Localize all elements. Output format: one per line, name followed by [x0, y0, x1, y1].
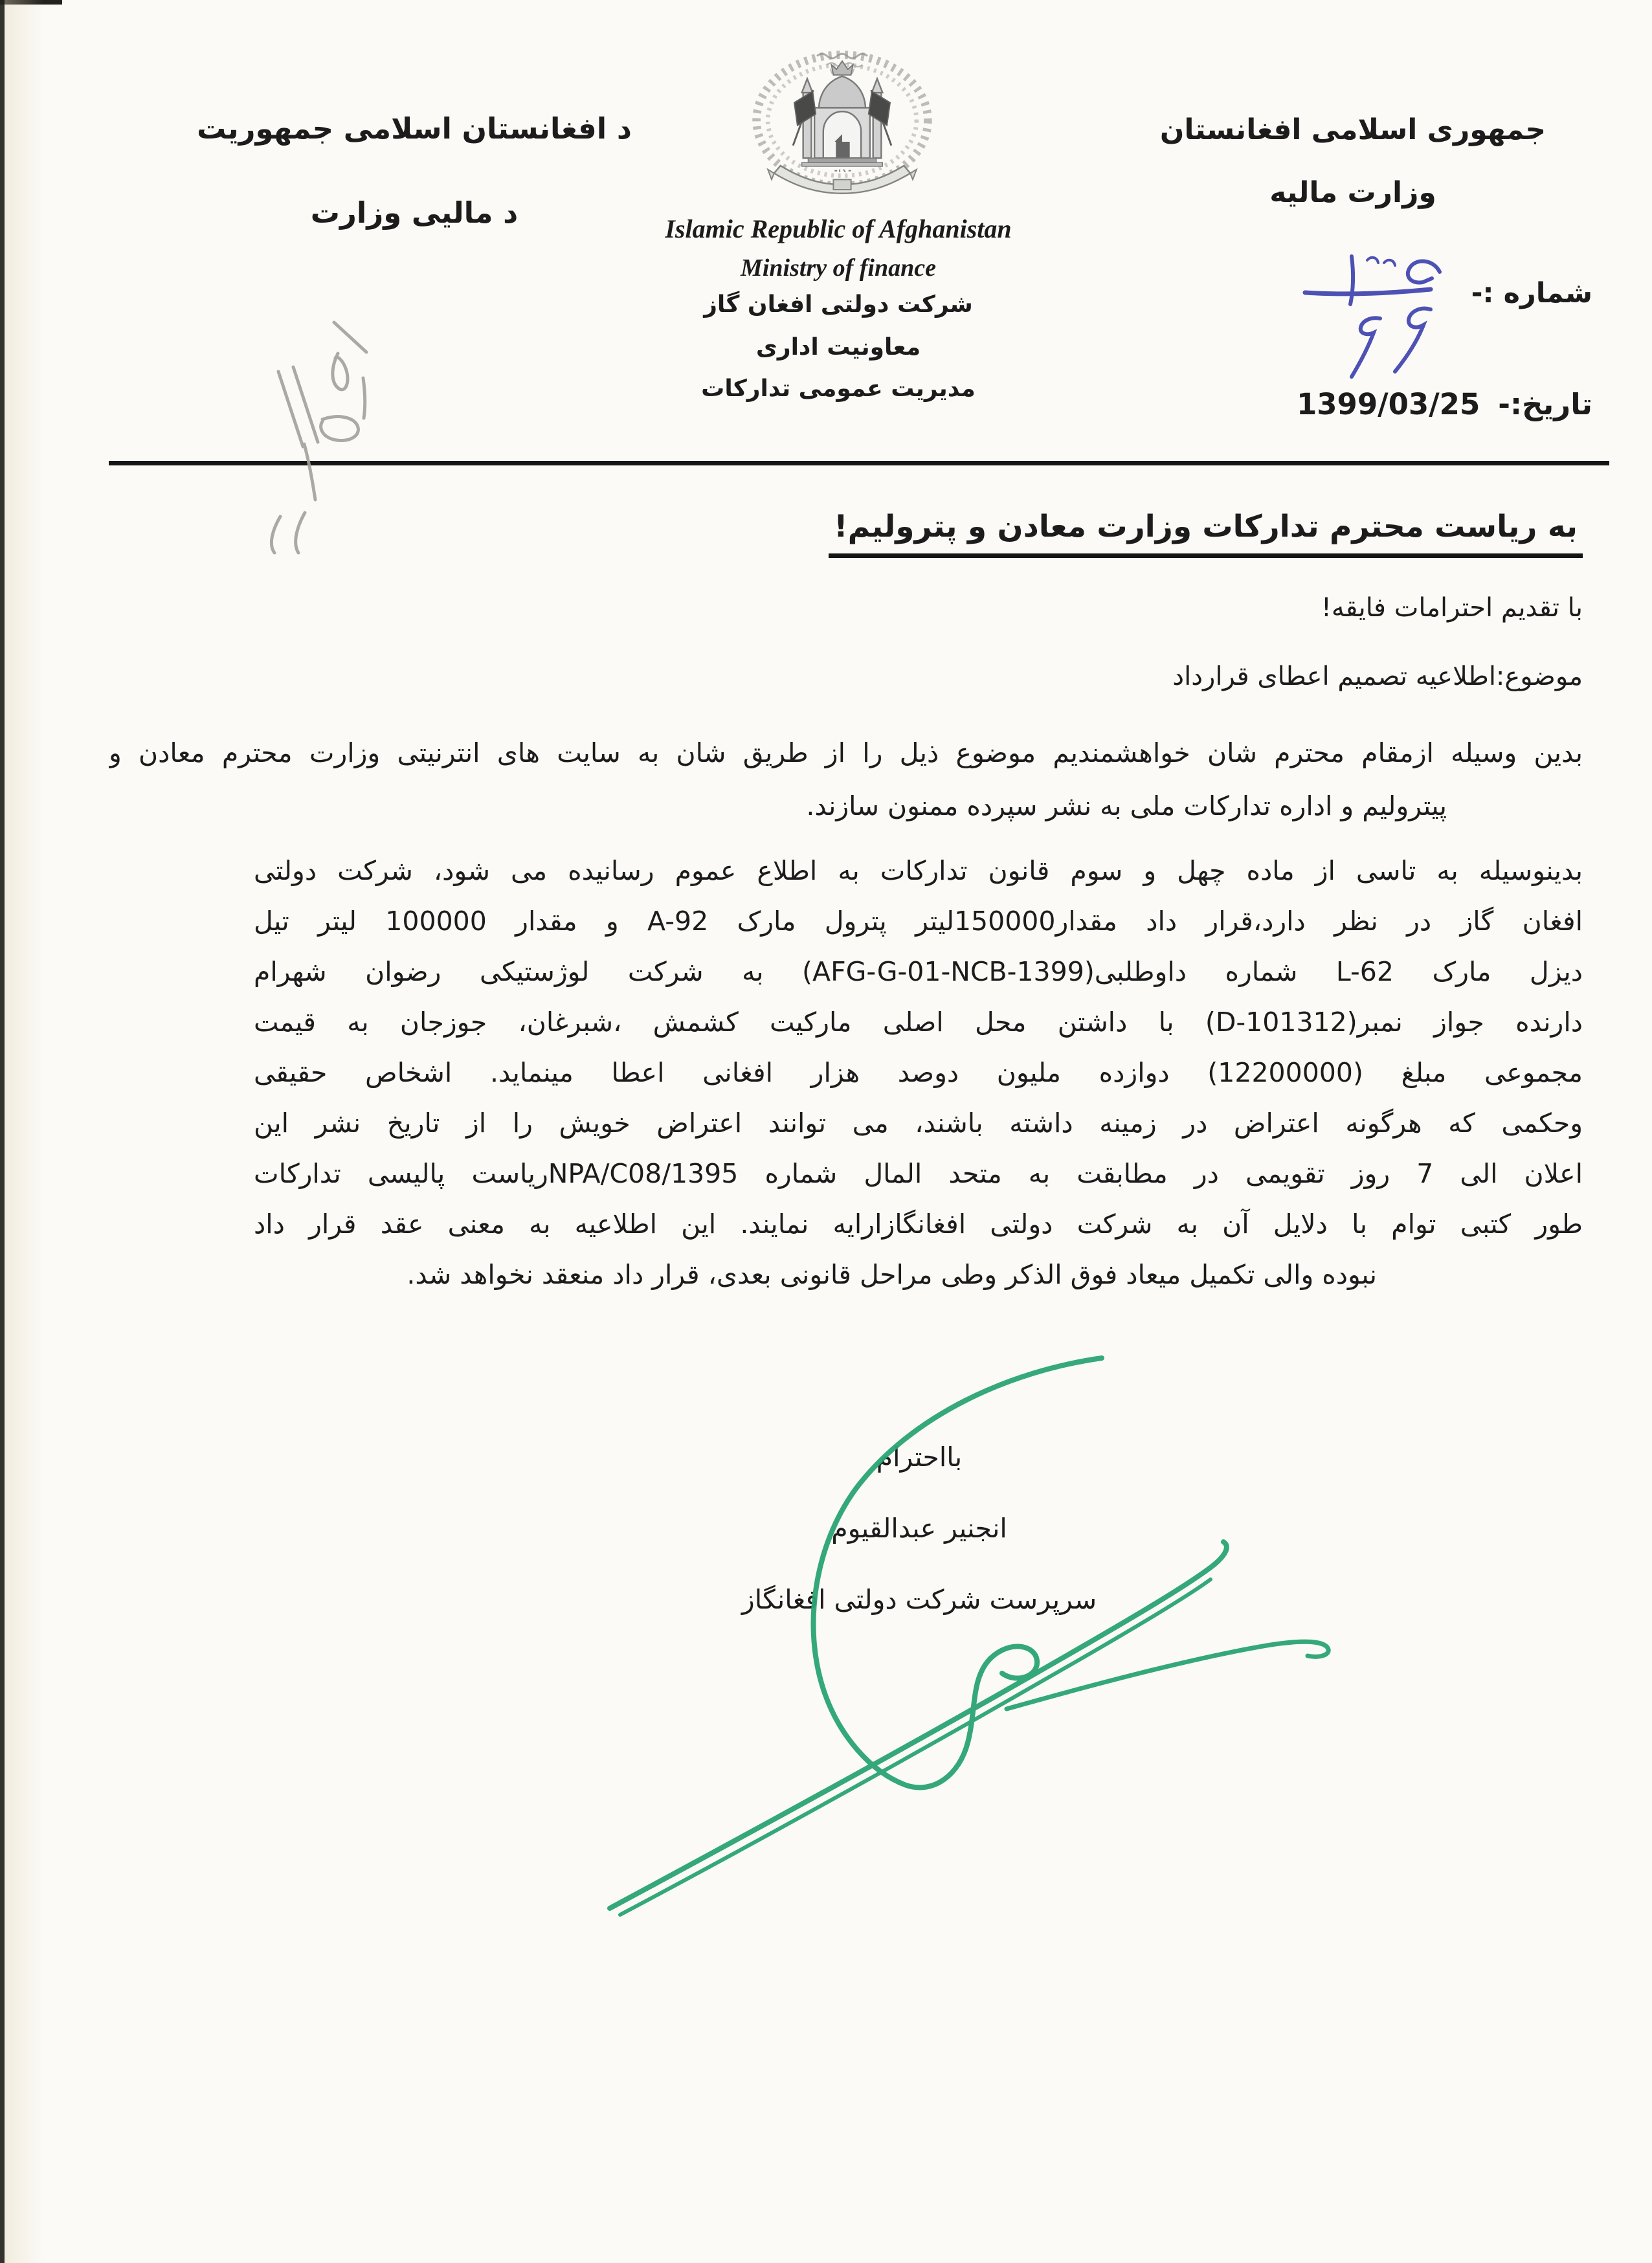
- scan-shading: [5, 0, 43, 2263]
- header-divider-rule: [109, 461, 1609, 465]
- signatory-title: سرپرست شرکت دولتی افغانگاز: [741, 1584, 1097, 1615]
- intro-paragraph: [109, 726, 1583, 832]
- scan-edge-left: [0, 0, 5, 2263]
- body-line: دیزل مارک L-62 شماره داوطلبی(AFG-G-01-NCB-1399) به شرکت لوژستیکی رضوان شهرام: [254, 956, 1583, 987]
- body-line: مجموعی مبلغ (12200000) دوازده ملیون دوصد هزار افغانی اعطا مینماید. اشخاص حقیقی: [254, 1057, 1583, 1088]
- closing-block: [660, 1421, 1178, 1635]
- header-pashto-ministry: د مالیی وزارت: [310, 195, 519, 230]
- salutation: با تقدیم احترامات فایقه!: [1321, 593, 1583, 623]
- body-line: وحکمی که هرگونه اعتراض در زمینه داشته باشند، می توانند اعتراض خویش را از تاریخ نشر این: [254, 1108, 1583, 1139]
- body-paragraph: [254, 845, 1583, 1300]
- header-english-republic: Islamic Republic of Afghanistan: [665, 214, 1012, 243]
- header-dari-republic: جمهوری اسلامی افغانستان: [1159, 113, 1546, 146]
- header-company-name: شرکت دولتی افغان گاز: [704, 291, 973, 318]
- header-english-ministry: Ministry of finance: [741, 254, 936, 282]
- body-line: بدینوسیله به تاسی از ماده چهل و سوم قانون تدارکات به اطلاع عموم رسانیده می شود، شرکت دولتی: [254, 855, 1583, 886]
- recipient-heading: به ریاست محترم تدارکات وزارت معادن و پترولیم!: [829, 509, 1583, 558]
- intro-line: پیترولیم و اداره تدارکات ملی به نشر سپرده ممنون سازند.: [806, 790, 1447, 821]
- body-line: نبوده والی تکمیل میعاد فوق الذکر وطی مراحل قانونی بعدی، قرار داد منعقد نخواهد شد.: [407, 1259, 1377, 1290]
- closing-respect: بااحترام: [876, 1442, 963, 1473]
- intro-line: بدین وسیله ازمقام محترم شان خواهشمندیم موضوع ذیل را از طریق شان به سایت های انترنیتی وزارت محترم معادن و: [109, 737, 1583, 768]
- handwritten-number: [1305, 256, 1440, 377]
- header-pashto-republic: د افغانستان اسلامی جمهوریت: [197, 111, 632, 146]
- signatory-name: انجنیر عبدالقیوم: [831, 1513, 1007, 1544]
- header-procurement-directorate: مدیریت عمومی تدارکات: [701, 375, 976, 402]
- body-line: اعلان الی 7 روز تقویمی در مطابقت به متحد المال شماره NPA/C08/1395ریاست پالیسی تدارکات: [254, 1158, 1583, 1189]
- body-line: دارنده جواز نمبر(D-101312) با داشتن محل اصلی مارکیت کشمش ،شبرغان، جوزجان به قیمت: [254, 1007, 1583, 1038]
- header-deputy-office: معاونیت اداری: [755, 334, 921, 361]
- afghanistan-national-emblem-icon: [748, 38, 937, 197]
- letter-number-label: شماره :-: [1471, 277, 1592, 309]
- letter-date-value: 1399/03/25: [1296, 387, 1480, 421]
- subject-line: موضوع:اطلاعیه تصمیم اعطای قرارداد: [1172, 662, 1583, 691]
- pencil-scribble: [271, 322, 366, 553]
- letter-date-row: [1297, 387, 1592, 421]
- letter-date-label: تاریخ:-: [1498, 387, 1592, 421]
- body-line: افغان گاز در نظر دارد،قرار داد مقدار150000لیتر پترول مارک A-92 و مقدار 100000 لیتر تیل: [254, 906, 1583, 937]
- header-dari-ministry: وزارت مالیه: [1269, 176, 1436, 209]
- body-line: طور کتبی توام با دلایل آن به شرکت دولتی افغانگازارایه نمایند. این اطلاعیه به معنی عقد قرار داد: [254, 1209, 1583, 1240]
